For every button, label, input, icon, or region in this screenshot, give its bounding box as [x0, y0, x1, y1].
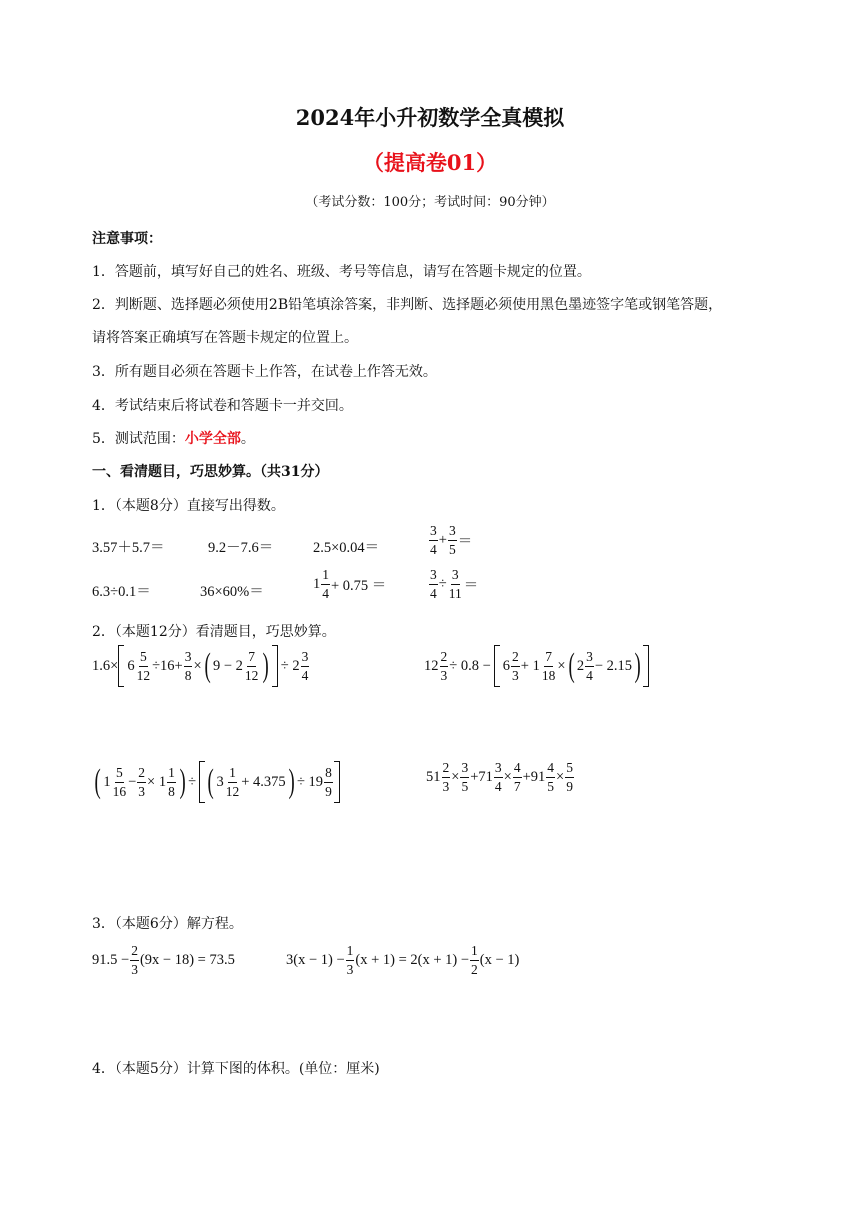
note-item: 2．判断题、选择题必须使用2B铅笔填涂答案，非判断、选择题必须使用黑色墨迹签字笔或钢笔答题，	[92, 297, 723, 313]
note-item-scope	[92, 428, 255, 448]
scope-highlight: 小学全部	[184, 431, 241, 447]
question-3-label: 3．（本题6分）解方程。	[92, 916, 243, 932]
q2-expression-3: ( 1 $\frac{5}{16}$ − $\frac{2}{3}$ × 1 $\frac{1}{8}$ ) ÷ ( 3 $\frac{1}{12}$ + 4.375 ) ÷ 19 $\frac{8}{9}$	[92, 761, 340, 803]
question-4-label: 4．（本题5分）计算下图的体积。(单位：厘米)	[92, 1061, 380, 1077]
page-subtitle: （提高卷01）	[362, 150, 498, 175]
note-item: 3．所有题目必须在答题卡上作答，在试卷上作答无效。	[92, 364, 437, 380]
scope-prefix: 5．测试范围：	[92, 431, 185, 447]
note-item: 请将答案正确填写在答题卡规定的位置上。	[92, 330, 358, 346]
section-heading: 一、看清题目，巧思妙算。（共31分）	[92, 464, 329, 480]
q1-item: $\frac{3}{4}$ ÷ $\frac{3}{11}$ ＝	[430, 567, 479, 601]
q2-expression-4: 51 $\frac{2}{3}$ × $\frac{3}{5}$ + 71 $\frac{3}{4}$ × $\frac{4}{7}$ + 91 $\frac{4}{5}$ × $\frac{5}{9}$	[426, 760, 573, 794]
fraction: $\frac{1}{4}$	[322, 567, 329, 601]
q3-equation-2: 3(x − 1) − $\frac{1}{3}$ (x + 1) = 2(x + 1) − $\frac{1}{2}$ (x − 1)	[286, 943, 520, 977]
q1-item: 2.5×0.04＝	[313, 540, 380, 556]
fraction: $\frac{3}{11}$	[448, 567, 462, 601]
note-item: 1．答题前，填写好自己的姓名、班级、考号等信息，请写在答题卡规定的位置。	[92, 264, 591, 280]
fraction: $\frac{3}{5}$	[448, 523, 456, 557]
fraction: $\frac{3}{4}$	[430, 523, 437, 557]
exam-info: （考试分数：100分；考试时间：90分钟）	[305, 195, 555, 210]
question-2-label: 2．（本题12分）看清题目，巧思妙算。	[92, 624, 336, 640]
q1-item: 1 $\frac{1}{4}$ + 0.75 ＝	[313, 567, 387, 601]
fraction: $\frac{3}{4}$	[430, 567, 437, 601]
q1-item: $\frac{3}{4}$ + $\frac{3}{5}$ ＝	[430, 523, 473, 557]
q3-equation-1: 91.5 − $\frac{2}{3}$ (9x − 18) = 73.5	[92, 943, 235, 977]
question-1-label: 1．（本题8分）直接写出得数。	[92, 498, 285, 514]
notes-heading: 注意事项：	[92, 231, 162, 247]
q1-item: 3.57＋5.7＝	[92, 540, 165, 556]
page-title: 2024年小升初数学全真模拟	[295, 105, 565, 130]
note-item: 4．考试结束后将试卷和答题卡一并交回。	[92, 398, 353, 414]
q1-item: 36×60%＝	[200, 584, 264, 600]
q2-expression-2: 12 $\frac{2}{3}$ ÷ 0.8 − 6 $\frac{2}{3}$ + 1 $\frac{7}{18}$ × ( 2 $\frac{3}{4}$ − 2.15 )	[424, 645, 649, 687]
q2-expression-1: 1.6× 6 $\frac{5}{12}$ ÷16+ $\frac{3}{8}$ × ( 9 − 2 $\frac{7}{12}$ ) ÷ 2 $\frac{3}{4}$	[92, 645, 310, 687]
q1-item: 6.3÷0.1＝	[92, 584, 151, 600]
q1-item: 9.2－7.6＝	[208, 540, 274, 556]
scope-suffix: 。	[240, 431, 255, 447]
